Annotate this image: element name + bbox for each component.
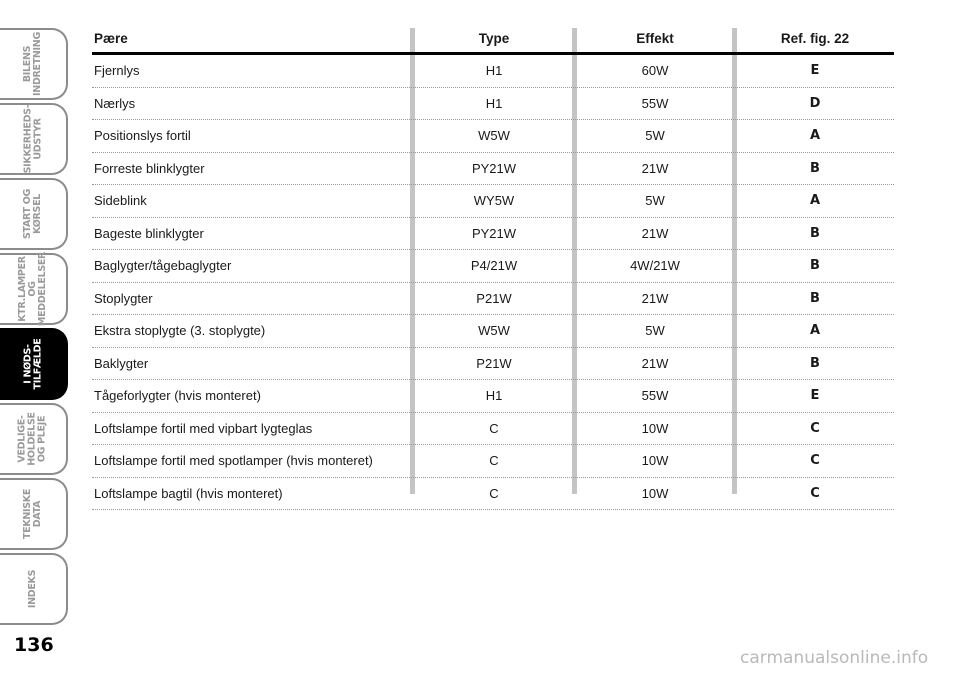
cell-ref: B [810, 355, 820, 371]
tab-vedligeholdelse[interactable] [0, 403, 68, 475]
cell-name: Ekstra stoplygte (3. stoplygte) [94, 323, 266, 339]
cell-type: H1 [485, 63, 503, 79]
tab-label: BILENS INDRETNING [21, 32, 43, 96]
table-row [92, 153, 894, 186]
cell-watt: 55W [641, 95, 669, 111]
tab-label: I NØDS- TILFÆLDE [22, 338, 43, 390]
tab-i-noedstilfaelde[interactable] [0, 328, 68, 400]
cell-type: WY5W [473, 193, 515, 209]
table-row [92, 348, 894, 381]
header-ref: Ref. fig. 22 [780, 30, 850, 46]
tab-label: VEDLIGE- HOLDELSE OG PLEJE [16, 412, 48, 466]
cell-type: W5W [478, 323, 510, 339]
table-row [92, 478, 894, 511]
tab-tekniske-data[interactable] [0, 478, 68, 550]
cell-name: Forreste blinklygter [94, 160, 205, 176]
cell-watt: 5W [645, 193, 665, 209]
cell-ref: D [809, 95, 821, 111]
cell-ref: C [810, 453, 820, 469]
cell-watt: 60W [641, 63, 669, 79]
cell-watt: 10W [641, 420, 669, 436]
cell-ref: C [810, 485, 820, 501]
cell-ref: B [810, 290, 820, 306]
cell-ref: E [810, 63, 820, 79]
cell-type: C [489, 485, 499, 501]
table-row [92, 315, 894, 348]
table-row [92, 283, 894, 316]
cell-watt: 5W [645, 323, 665, 339]
cell-name: Tågeforlygter (hvis monteret) [94, 388, 261, 404]
tab-bilens-indretning[interactable] [0, 28, 68, 100]
cell-ref: C [810, 420, 820, 436]
cell-type: W5W [478, 128, 510, 144]
cell-name: Bageste blinklygter [94, 225, 204, 241]
tab-kontrollamper[interactable] [0, 253, 68, 325]
header-watt: Effekt [636, 30, 674, 46]
cell-type: H1 [485, 95, 503, 111]
cell-watt: 10W [641, 485, 669, 501]
cell-name: Loftslampe fortil med vipbart lygteglas [94, 420, 313, 436]
cell-type: P21W [476, 355, 512, 371]
tab-sikkerhedsudstyr[interactable] [0, 103, 68, 175]
table-row [92, 218, 894, 251]
bulb-table [92, 24, 894, 510]
cell-name: Loftslampe bagtil (hvis monteret) [94, 485, 283, 501]
tab-start-og-koersel[interactable] [0, 178, 68, 250]
cell-type: P21W [476, 290, 512, 306]
header-type: Type [478, 30, 510, 46]
cell-name: Sideblink [94, 193, 147, 209]
cell-watt: 10W [641, 453, 669, 469]
cell-ref: B [810, 160, 820, 176]
chapter-tab-strip [0, 0, 74, 640]
cell-name: Stoplygter [94, 290, 153, 306]
cell-name: Baglygter/tågebaglygter [94, 258, 232, 274]
cell-ref: B [810, 258, 820, 274]
header-name: Pære [94, 30, 128, 46]
cell-ref: E [810, 388, 820, 404]
tab-label: START OG KØRSEL [22, 188, 43, 240]
cell-watt: 21W [641, 355, 669, 371]
table-row [92, 120, 894, 153]
cell-watt: 4W/21W [630, 258, 680, 274]
cell-watt: 21W [641, 160, 669, 176]
cell-type: H1 [485, 388, 503, 404]
table-header [92, 24, 894, 55]
page-number: 136 [14, 634, 54, 656]
watermark-text: carmanualsonline.info [740, 648, 929, 668]
table-row [92, 250, 894, 283]
tab-label: INDEKS [26, 569, 38, 609]
table-row [92, 88, 894, 121]
cell-ref: A [809, 128, 821, 144]
cell-watt: 5W [645, 128, 665, 144]
cell-name: Fjernlys [94, 63, 140, 79]
table-row [92, 445, 894, 478]
cell-ref: A [809, 193, 821, 209]
tab-label: TEKNISKE DATA [22, 488, 43, 540]
cell-ref: A [809, 323, 821, 339]
tab-indeks[interactable] [0, 553, 68, 625]
cell-ref: B [810, 225, 820, 241]
cell-watt: 55W [641, 388, 669, 404]
cell-name: Loftslampe fortil med spotlamper (hvis monteret) [94, 453, 373, 469]
cell-type: PY21W [471, 160, 517, 176]
cell-watt: 21W [641, 290, 669, 306]
table-row [92, 413, 894, 446]
tab-label: SIKKERHEDS- UDSTYR [22, 104, 43, 174]
cell-watt: 21W [641, 225, 669, 241]
cell-name: Nærlys [94, 95, 136, 111]
table-row [92, 55, 894, 88]
cell-name: Baklygter [94, 355, 149, 371]
cell-name: Positionslys fortil [94, 128, 191, 144]
cell-type: P4/21W [470, 258, 518, 274]
cell-type: C [489, 420, 499, 436]
table-body [92, 55, 894, 510]
cell-type: PY21W [471, 225, 517, 241]
table-row [92, 380, 894, 413]
table-row [92, 185, 894, 218]
tab-label: KTR.LAMPER OG MEDDELELSER [17, 251, 48, 327]
cell-type: C [489, 453, 499, 469]
